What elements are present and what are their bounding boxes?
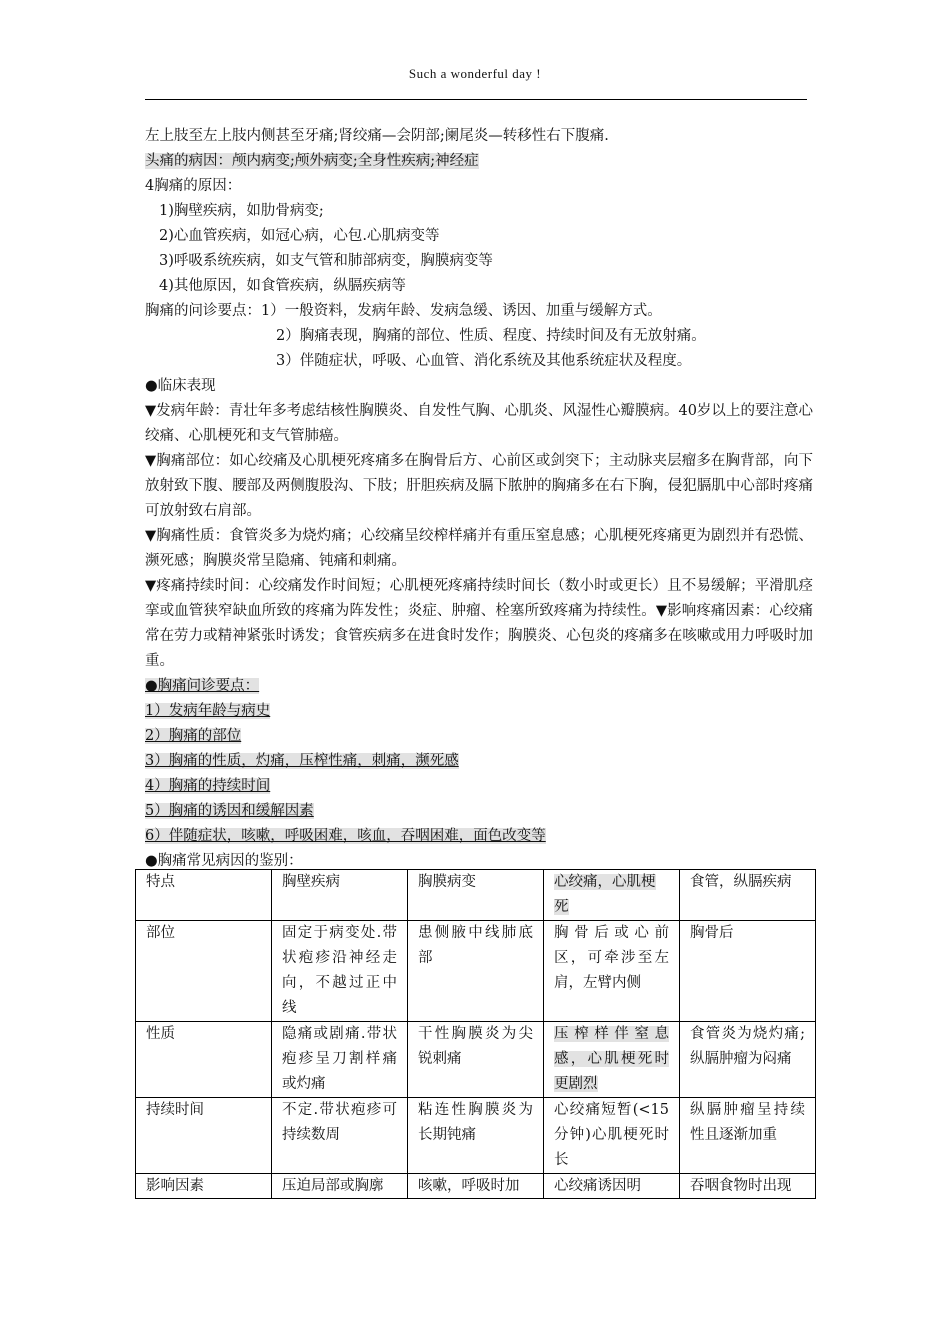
list-item: 3)呼吸系统疾病，如支气管和肺部病变，胸膜病变等 xyxy=(159,253,493,269)
table-cell-text: 心绞痛诱因明 xyxy=(554,1178,641,1194)
section-heading: ●胸痛常见病因的鉴别： xyxy=(145,853,303,869)
highlighted-cell-text: 压榨样伴窒息感，心肌梗死时更剧烈 xyxy=(554,1026,669,1092)
table-cell: 胸骨后或心前区，可牵涉至左肩，左臂内侧 xyxy=(544,921,680,1022)
highlighted-heading: ●胸痛问诊要点： xyxy=(145,678,260,694)
highlighted-line: 头痛的病因：颅内病变;颅外病变;全身性疾病;神经症 xyxy=(145,153,479,169)
highlighted-list-item: 3）胸痛的性质，灼痛，压榨性痛，刺痛，濒死感 xyxy=(145,753,459,769)
table-cell xyxy=(136,1174,272,1199)
highlighted-list-item: 5）胸痛的诱因和缓解因素 xyxy=(145,803,314,819)
table-cell-text: 吞咽食物时出现 xyxy=(690,1178,792,1194)
table-cell: 干性胸膜炎为尖锐刺痛 xyxy=(408,1022,544,1098)
list-item: 2)心血管疾病，如冠心病，心包.心肌病变等 xyxy=(159,228,440,244)
table-row xyxy=(136,1098,816,1174)
highlighted-list-item: 6）伴随症状，咳嗽，呼吸困难，咳血，吞咽困难，面色改变等 xyxy=(145,828,546,844)
table-cell: 持续时间 xyxy=(136,1098,272,1174)
highlighted-header-text: 心绞痛，心肌梗死 xyxy=(554,874,656,915)
paragraph: ▼发病年龄：青壮年多考虑结核性胸膜炎、自发性气胸、心肌炎、风湿性心瓣膜病。40岁以上的要注意心绞痛、心肌梗死和支气管肺癌。 xyxy=(145,403,813,444)
header-rule xyxy=(145,99,807,100)
table-row xyxy=(136,1022,816,1098)
section-heading: ●临床表现 xyxy=(145,378,216,394)
table-cell: 固定于病变处.带状疱疹沿神经走向，不越过正中线 xyxy=(272,921,408,1022)
table-header-cell: 特点 xyxy=(136,870,272,921)
table-header-cell: 胸壁疾病 xyxy=(272,870,408,921)
paragraph: ▼疼痛持续时间：心绞痛发作时间短；心肌梗死疼痛持续时间长（数小时或更长）且不易缓解；平滑肌痉挛或血管狭窄缺血所致的疼痛为阵发性；炎症、肿瘤、栓塞所致疼痛为持续性。▼影响疼痛因素：心绞痛常在劳力或精神紧张时诱发；食管疾病多在进食时发作；胸膜炎、心包炎的疼痛多在咳嗽或用力呼吸时加重。 xyxy=(145,578,813,669)
paragraph: ▼胸痛部位：如心绞痛及心肌梗死疼痛多在胸骨后方、心前区或剑突下；主动脉夹层瘤多在胸背部，向下放射致下腹、腰部及两侧腹股沟、下肢；肝胆疾病及膈下脓肿的胸痛多在右下胸，侵犯膈肌中心部时疼痛可放射致右肩部。 xyxy=(145,453,813,519)
text-line: 3）伴随症状，呼吸、心血管、消化系统及其他系统症状及程度。 xyxy=(276,353,692,369)
highlighted-list-item: 2）胸痛的部位 xyxy=(145,728,242,744)
text-line: 胸痛的问诊要点：1）一般资料，发病年龄、发病急缓、诱因、加重与缓解方式。 xyxy=(145,303,662,319)
table-cell xyxy=(408,1174,544,1199)
text-line: 2）胸痛表现，胸痛的部位、性质、程度、持续时间及有无放射痛。 xyxy=(276,328,706,344)
table-cell xyxy=(272,1174,408,1199)
table-cell: 食管炎为烧灼痛;纵膈肿瘤为闷痛 xyxy=(680,1022,816,1098)
table-cell xyxy=(680,1174,816,1199)
document-body xyxy=(145,124,813,874)
table-cell: 纵膈肿瘤呈持续性且逐渐加重 xyxy=(680,1098,816,1174)
table-cell: 部位 xyxy=(136,921,272,1022)
paragraph: ▼胸痛性质：食管炎多为烧灼痛；心绞痛呈绞榨样痛并有重压窒息感；心肌梗死疼痛更为剧烈并有恐慌、濒死感；胸膜炎常呈隐痛、钝痛和刺痛。 xyxy=(145,528,813,569)
table-cell: 性质 xyxy=(136,1022,272,1098)
table-cell-text: 压迫局部或胸廓 xyxy=(282,1178,384,1194)
table-cell xyxy=(544,1174,680,1199)
table-cell: 心绞痛短暂(<15分钟)心肌梗死时长 xyxy=(544,1098,680,1174)
table-cell: 粘连性胸膜炎为长期钝痛 xyxy=(408,1098,544,1174)
table-cell: 隐痛或剧痛.带状疱疹呈刀割样痛或灼痛 xyxy=(272,1022,408,1098)
table-row xyxy=(136,921,816,1022)
table-cell-text: 影响因素 xyxy=(146,1178,204,1194)
table-row xyxy=(136,1174,816,1199)
table-cell: 患侧腋中线肺底部 xyxy=(408,921,544,1022)
table-header-cell: 胸膜病变 xyxy=(408,870,544,921)
differential-table xyxy=(135,869,816,1199)
text-line: 左上肢至左上肢内侧甚至牙痛;肾绞痛—会阴部;阑尾炎—转移性右下腹痛. xyxy=(145,128,609,144)
table-cell xyxy=(544,1022,680,1098)
table-header-cell: 食管，纵膈疾病 xyxy=(680,870,816,921)
list-item: 1)胸壁疾病，如肋骨病变; xyxy=(159,203,324,219)
highlighted-list-item: 1）发病年龄与病史 xyxy=(145,703,271,719)
list-item: 4)其他原因，如食管疾病，纵膈疾病等 xyxy=(159,278,406,294)
table-header-row xyxy=(136,870,816,921)
table-header-cell xyxy=(544,870,680,921)
page-header: Such a wonderful day ! xyxy=(408,66,542,81)
section-heading: 4胸痛的原因： xyxy=(145,178,242,194)
table-cell: 胸骨后 xyxy=(680,921,816,1022)
highlighted-list-item: 4）胸痛的持续时间 xyxy=(145,778,271,794)
table-cell: 不定.带状疱疹可持续数周 xyxy=(272,1098,408,1174)
table-cell-text: 咳嗽，呼吸时加 xyxy=(418,1178,520,1194)
